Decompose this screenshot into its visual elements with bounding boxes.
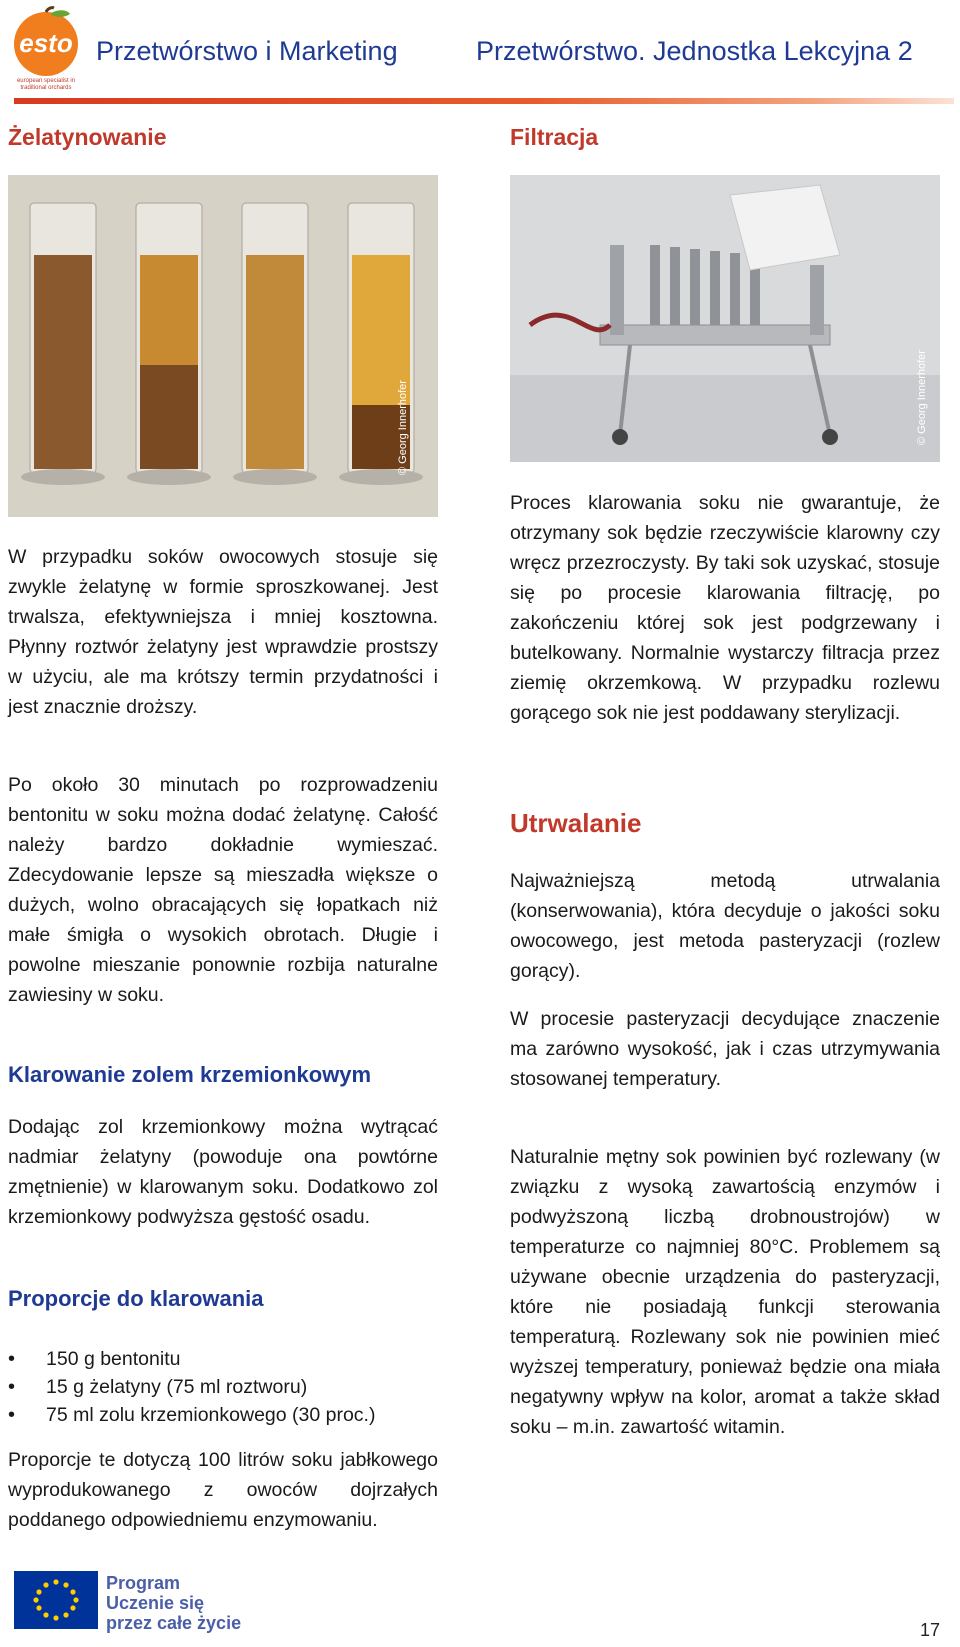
paragraph-preservation-2: W procesie pasteryzacji decydujące znaczenie ma zarówno wysokość, jak i czas utrzymywania stosowanej temperatury. (510, 1008, 940, 1090)
photo-filtration-device (510, 175, 940, 462)
photo-credit-left: © Georg Innerhofer (397, 380, 409, 475)
photo-credit-right: © Georg Innerhofer (916, 350, 928, 445)
paragraph-preservation-1: Najważniejszą metodą utrwalania (konserwowania), która decyduje o jakości soku owocowego, jest metoda pasteryzacji (rozlew gorący). (510, 870, 940, 982)
logo-subtext: european specialist in (16, 78, 76, 84)
header-right-title: Przetwórstwo. Jednostka Lekcyjna 2 (476, 36, 913, 66)
heading-silica-sol: Klarowanie zolem krzemionkowym (8, 1062, 372, 1087)
header-divider (14, 98, 954, 104)
list-item: • 150 g bentonitu (8, 1345, 438, 1373)
paragraph-proportions: Proporcje te dotyczą 100 litrów soku jabłkowego wyprodukowanego z owoców dojrzałych poddanego odpowiedniemu enzymowaniu. (8, 1449, 438, 1531)
svg-text:Program: Program (106, 1573, 181, 1593)
paragraph-gelatin-2: Po około 30 minutach po rozprowadzeniu bentonitu w soku można dodać żelatynę. Całość należy bardzo dokładnie wymieszać. Zdecydowanie lepsze są mieszadła większe o dużych, wolno obracających się łopatkach niż małe śmigła o wysokich obrotach. Długie i powolne mieszanie ponownie rozbija naturalne zawiesiny w soku. (8, 774, 438, 1006)
page-number: 17 (919, 1620, 940, 1640)
heading-proportions: Proporcje do klarowania (8, 1286, 264, 1311)
paragraph-filtration: Proces klarowania soku nie gwarantuje, że otrzymany sok będzie rzeczywiście klarowny czy wręcz przezroczysty. By taki sok uzyskać, stosuje się po procesie klarowania filtrację, po zakończeniu której sok jest podgrzewany i butelkowany. Normalnie wystarczy filtracja przez ziemię okrzemkową. W przypadku rozlewu gorącego sok nie jest poddawany sterylizacji. (510, 492, 940, 724)
heading-preservation: Utrwalanie (510, 808, 642, 838)
paragraph-preservation-3: Naturalnie mętny sok powinien być rozlewany (w związku z wysoką zawartością enzymów i podwyższoną liczbą drobnoustrojów) w temperaturze co najmniej 80°C. Problemem są używane obecnie urządzenia do pasteryzacji, które nie posiadają funkcji sterowania temperaturą. Rozlewany sok nie powinien mieć wyższej temperatury, ponieważ będzie ona miała negatywny wpływ na kolor, aromat a także skład soku – m.in. zawartość witamin. (510, 1146, 940, 1438)
svg-text:Uczenie się: Uczenie się (106, 1593, 205, 1613)
eu-program-logo (14, 1567, 244, 1633)
photo-gelatin-cylinders (8, 175, 438, 517)
paragraph-gelatin-1: W przypadku soków owocowych stosuje się zwykle żelatynę w formie sproszkowanej. Jest trwalsza, efektywniejsza i mniej kosztowna. Płynny roztwór żelatyny jest wprawdzie prostszy w użyciu, ale ma krótszy termin przydatności i jest znacznie droższy. (8, 546, 438, 718)
esto-logo (6, 6, 86, 94)
svg-text:traditional orchards: traditional orchards (20, 85, 72, 91)
paragraph-silica-sol: Dodając zol krzemionkowy można wytrącać nadmiar żelatyny (powoduje ona powtórne zmętnienie) w klarowanym soku. Dodatkowo zol krzemionkowy podwyższa gęstość osadu. (8, 1116, 438, 1228)
svg-text:przez całe życie: przez całe życie (106, 1613, 242, 1633)
proportions-list (8, 1345, 438, 1429)
section-title-gelatin: Żelatynowanie (8, 124, 167, 150)
list-item: • 15 g żelatyny (75 ml roztworu) (8, 1373, 438, 1401)
header-left-title: Przetwórstwo i Marketing (96, 36, 398, 66)
section-title-filtration: Filtracja (510, 124, 599, 150)
list-item: • 75 ml zolu krzemionkowego (30 proc.) (8, 1401, 438, 1429)
logo-text: esto (19, 28, 73, 58)
